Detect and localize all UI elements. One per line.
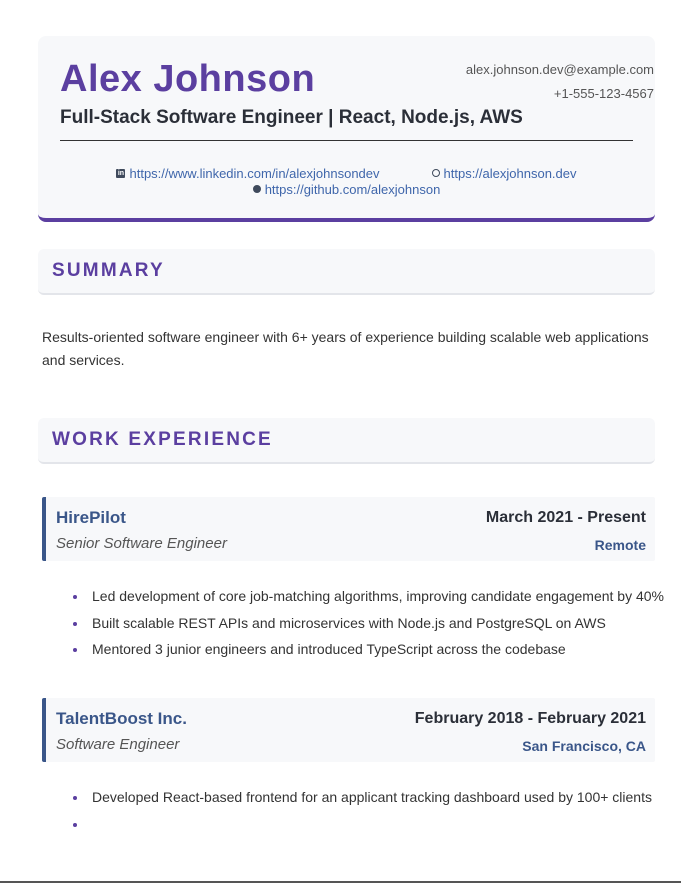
bullet-item — [70, 814, 660, 841]
globe-icon — [432, 169, 440, 177]
bullet-item: Developed React-based frontend for an applicant tracking dashboard used by 100+ clients — [70, 787, 660, 814]
job-header — [42, 497, 655, 561]
candidate-name: Alex Johnson — [60, 58, 316, 100]
linkedin-url[interactable]: https://www.linkedin.com/in/alexjohnsondev — [129, 165, 380, 181]
github-icon — [253, 185, 261, 193]
job-dates: February 2018 - February 2021 — [414, 710, 646, 727]
website-url[interactable]: https://alexjohnson.dev — [443, 165, 577, 181]
bullet-item: Mentored 3 junior engineers and introduced TypeScript across the codebase — [70, 639, 660, 666]
company-name: HirePilot — [56, 508, 126, 527]
candidate-title: Full-Stack Software Engineer | React, Node.js, AWS — [60, 107, 523, 128]
job-role: Senior Software Engineer — [56, 535, 227, 552]
resume-header — [38, 36, 655, 222]
contact-info — [466, 58, 654, 106]
linkedin-link[interactable] — [116, 165, 379, 181]
profile-links — [38, 165, 655, 197]
summary-text: Results-oriented software engineer with 6+ years of experience building scalable web applications and services. — [42, 329, 649, 368]
job-bullets — [70, 586, 665, 666]
summary-heading: SUMMARY — [38, 249, 655, 295]
website-link[interactable] — [432, 165, 577, 181]
company-name: TalentBoost Inc. — [56, 709, 187, 728]
job-bullets — [70, 787, 660, 840]
linkedin-icon: in — [117, 169, 125, 177]
job-dates: March 2021 - Present — [485, 509, 646, 526]
github-link[interactable] — [253, 181, 441, 197]
github-url[interactable]: https://github.com/alexjohnson — [264, 181, 441, 197]
experience-heading: WORK EXPERIENCE — [38, 418, 655, 464]
bullet-item: Built scalable REST APIs and microservices with Node.js and PostgreSQL on AWS — [70, 613, 660, 640]
email-link[interactable]: alex.johnson.dev@example.com — [465, 62, 654, 77]
job-role: Software Engineer — [56, 736, 180, 753]
phone-number: +1-555-123-4567 — [553, 86, 654, 101]
job-location: Remote — [594, 537, 646, 553]
job-header — [42, 698, 655, 762]
header-divider — [60, 140, 633, 141]
job-location: San Francisco, CA — [522, 738, 646, 754]
bullet-item: Led development of core job-matching algorithms, improving candidate engagement by 40% — [70, 586, 660, 613]
page-edge-rule — [0, 881, 681, 883]
